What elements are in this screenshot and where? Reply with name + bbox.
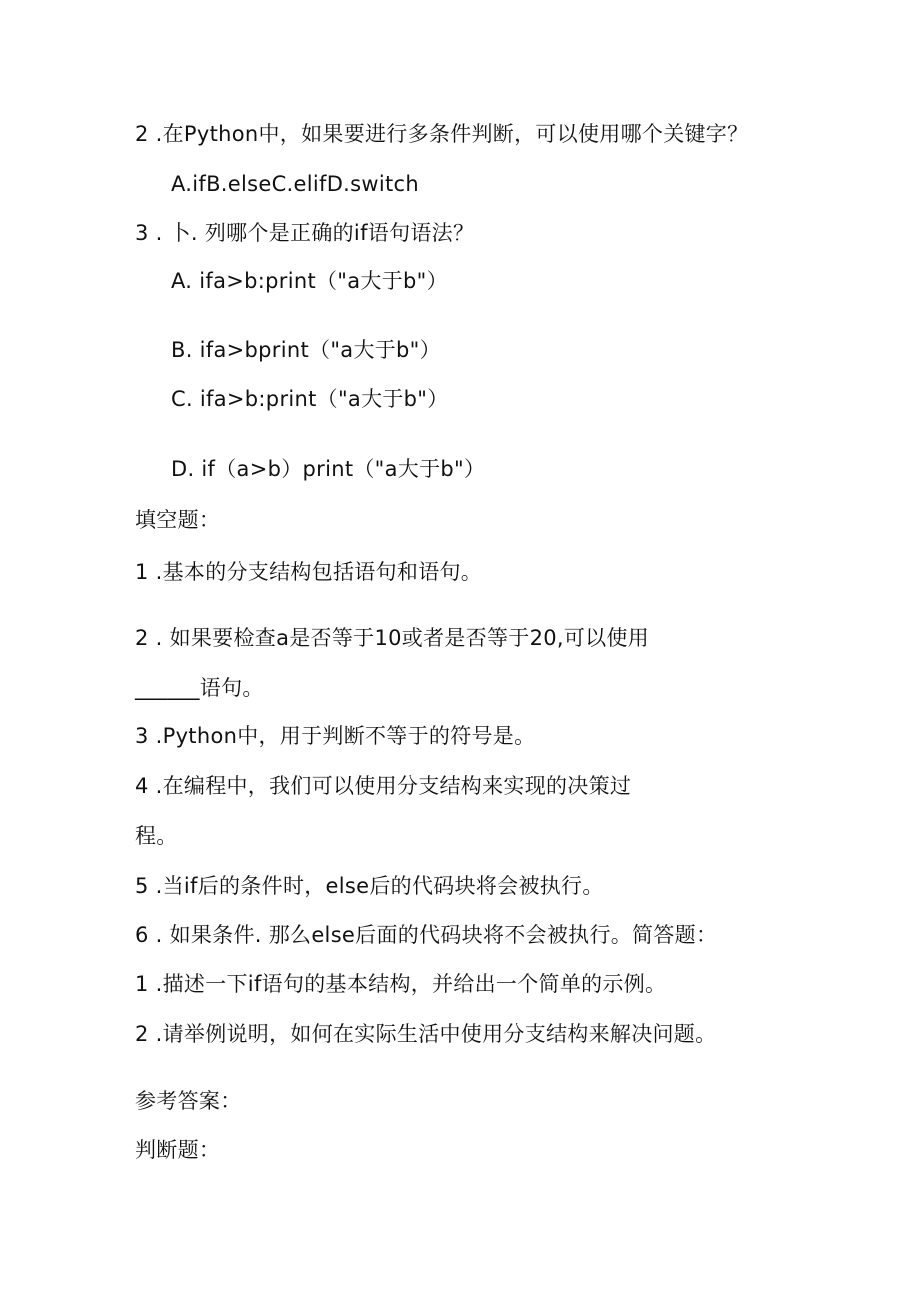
true-false-heading: 判断题： [135, 1138, 221, 1162]
question-2-options: A.ifB.elseC.elifD.switch [171, 172, 420, 196]
question-3-option-c: C. ifa>b:print（"a大于b"） [171, 387, 449, 411]
short-answer-1: 1 .描述一下if语句的基本结构，并给出一个简单的示例。 [135, 972, 667, 996]
fill-blank-3: 3 .Python中，用于判断不等于的符号是。 [135, 724, 536, 748]
fill-blank-heading: 填空题： [135, 508, 221, 532]
fill-blank-6-and-short-answer-heading: 6 . 如果条件. 那么else后面的代码块将不会被执行。简答题： [135, 923, 718, 947]
fill-blank-2-continued: ______语句。 [135, 676, 264, 700]
question-3-option-a: A. ifa>b:print（"a大于b"） [171, 269, 448, 293]
question-3-text: 3 . 卜. 列哪个是正确的if语句语法？ [135, 221, 475, 245]
fill-blank-4-continued: 程。 [135, 824, 178, 848]
question-3-option-b: B. ifa>bprint（"a大于b"） [171, 338, 441, 362]
fill-blank-5: 5 .当if后的条件时，else后的代码块将会被执行。 [135, 874, 604, 898]
fill-blank-4: 4 .在编程中，我们可以使用分支结构来实现的决策过 [135, 774, 632, 798]
short-answer-2: 2 .请举例说明，如何在实际生活中使用分支结构来解决问题。 [135, 1022, 717, 1046]
fill-blank-1: 1 .基本的分支结构包括语句和语句。 [135, 560, 483, 584]
question-3-option-d: D. if（a>b）print（"a大于b"） [171, 457, 486, 481]
reference-answers-heading: 参考答案： [135, 1089, 242, 1113]
question-2-text: 2 .在Python中，如果要进行多条件判断，可以使用哪个关键字？ [135, 122, 749, 146]
fill-blank-2: 2 . 如果要检查a是否等于10或者是否等于20,可以使用 [135, 626, 650, 650]
